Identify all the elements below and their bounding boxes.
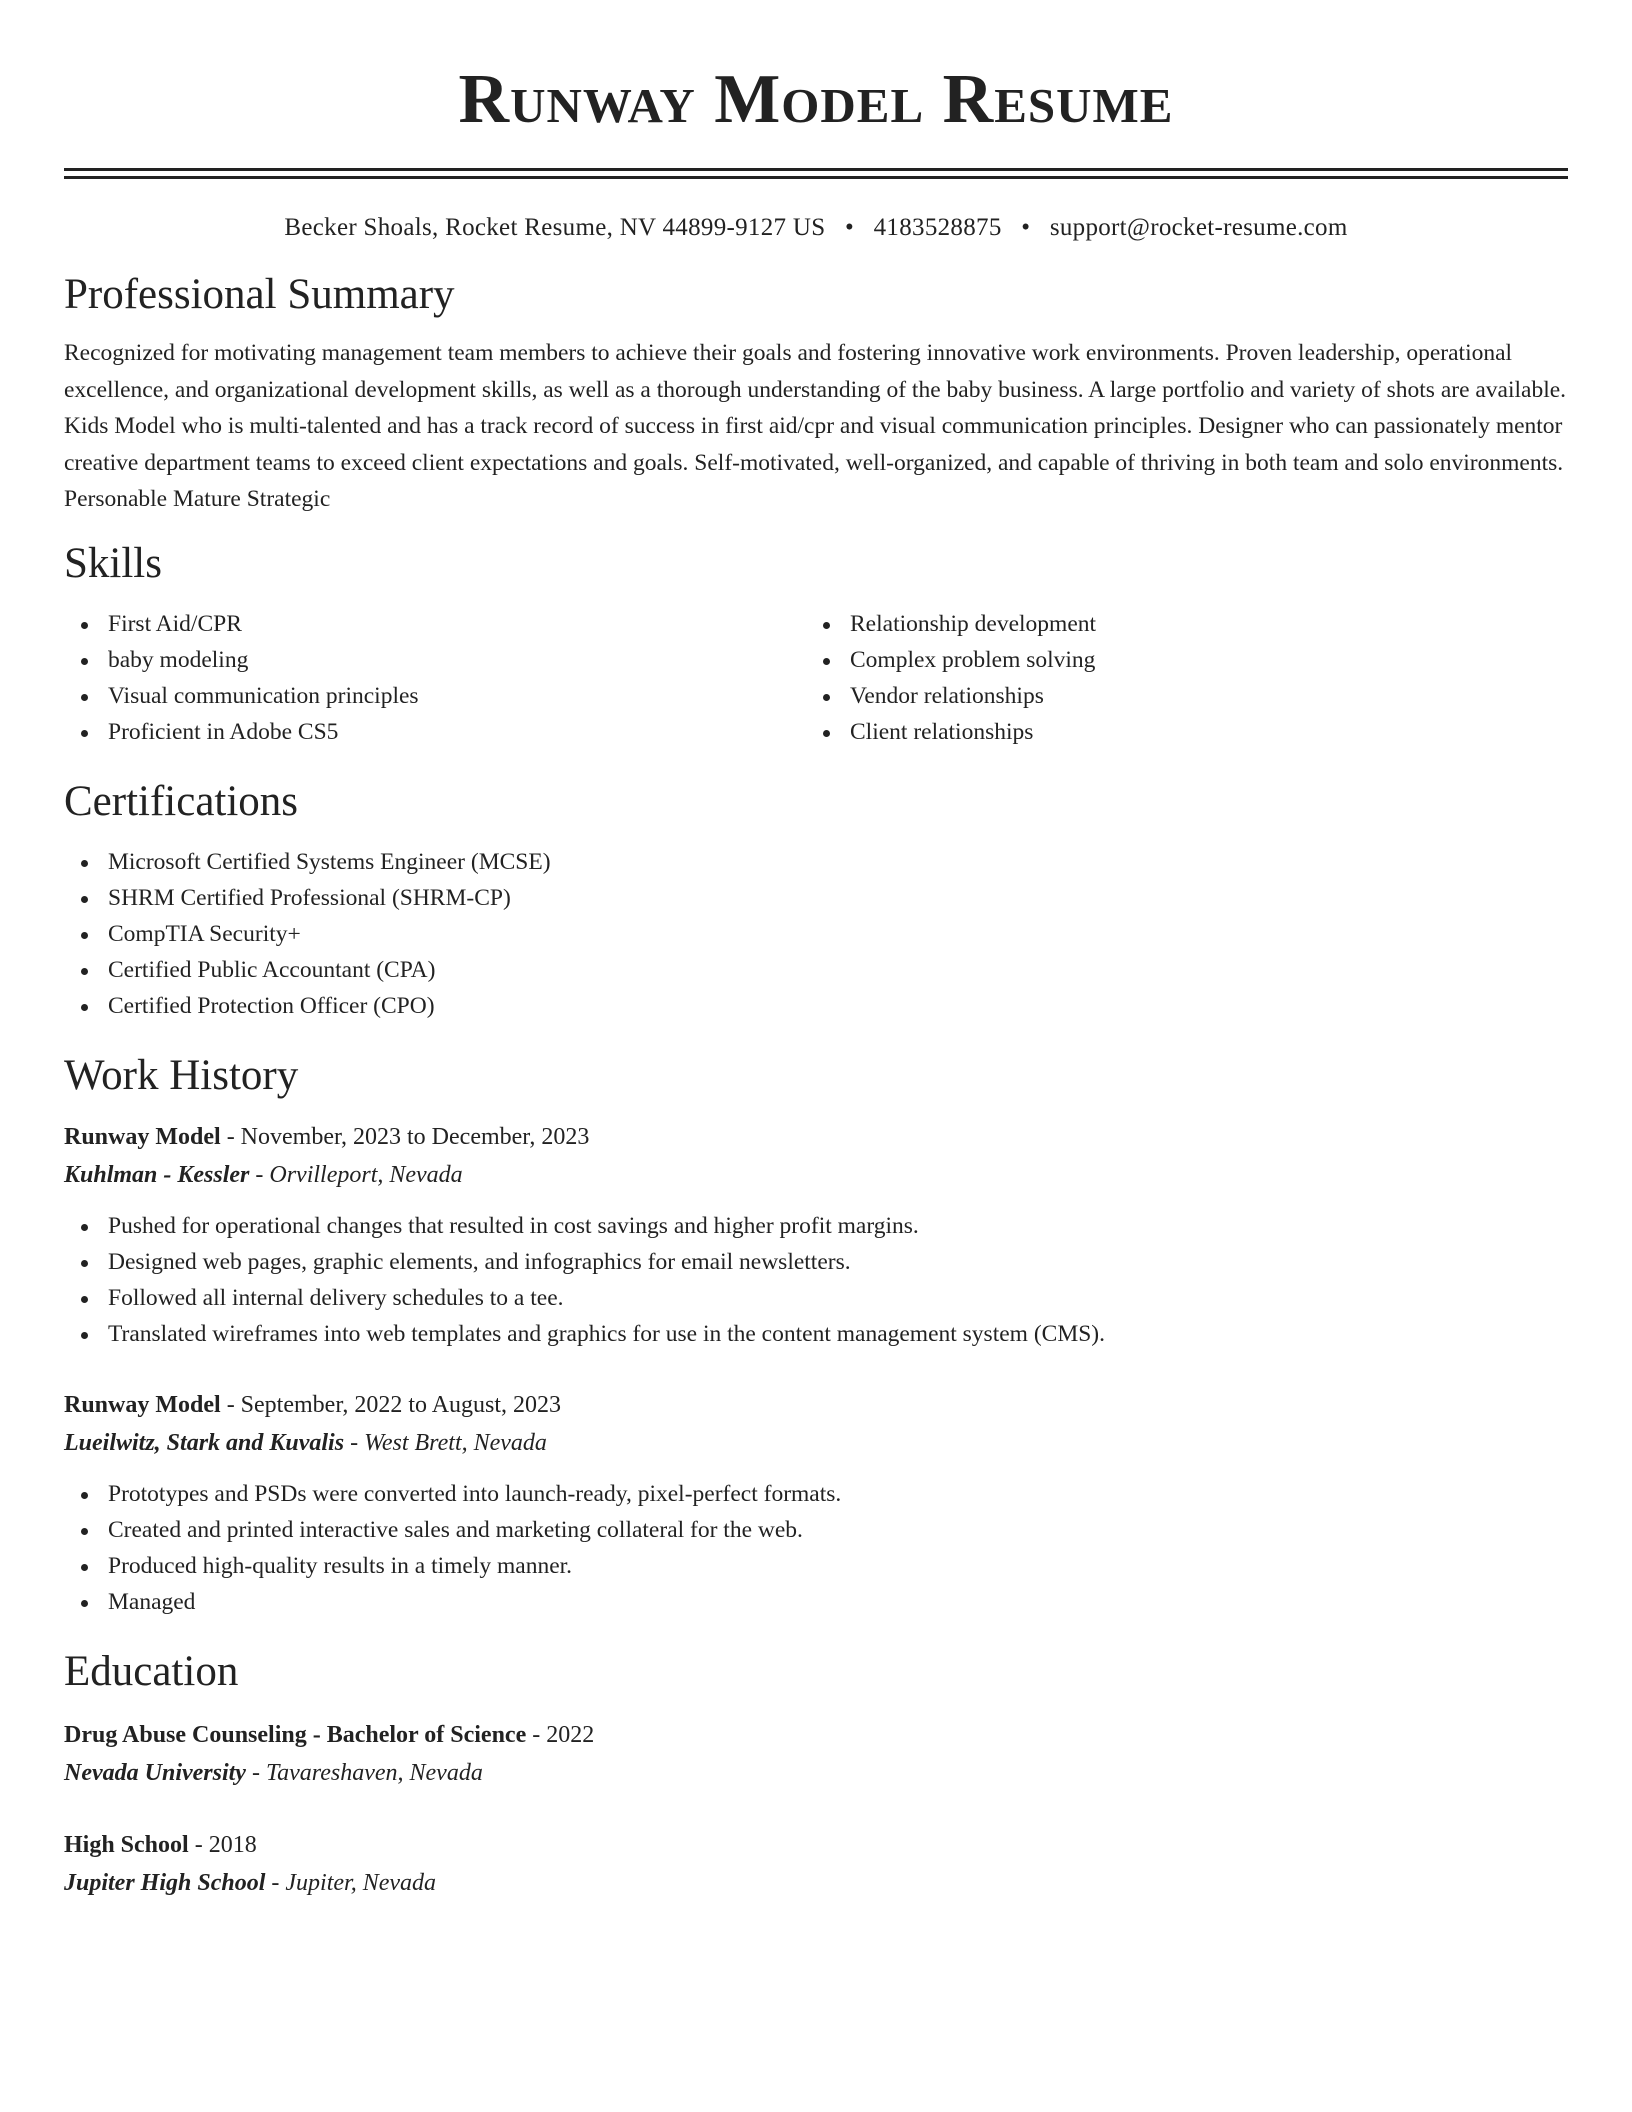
job-bullet: Prototypes and PSDs were converted into launch-ready, pixel-perfect formats. xyxy=(64,1476,1568,1512)
certification-item: Microsoft Certified Systems Engineer (MCSE) xyxy=(64,844,1568,880)
certification-item: Certified Public Accountant (CPA) xyxy=(64,952,1568,988)
education-location: - Tavareshaven, Nevada xyxy=(245,1759,483,1786)
summary-heading: Professional Summary xyxy=(64,271,455,318)
job-company-line xyxy=(64,1156,1568,1194)
education-school-line xyxy=(64,1754,1568,1792)
job-bullet: Pushed for operational changes that resulted in cost savings and higher profit margins. xyxy=(64,1208,1568,1244)
contact-separator: • xyxy=(845,214,855,241)
skill-item: Complex problem solving xyxy=(806,642,1548,678)
job-entry xyxy=(64,1386,1568,1620)
skill-item: Client relationships xyxy=(806,714,1548,750)
contact-email: support@rocket-resume.com xyxy=(1049,214,1348,241)
skills-list-right xyxy=(806,606,1548,750)
certifications-heading: Certifications xyxy=(64,777,299,825)
summary-text: Recognized for motivating management team members to achieve their goals and fostering innovative work environments. Proven leadership, operational excellence, and organizational development skills, as well as a thorough understanding of the baby business. A large portfolio and variety of shots are available. Kids Model who is multi-talented and has a track record of success in first aid/cpr and visual communication principles. Designer who can passionately mentor creative department teams to exceed client expectations and goals. Self-motivated, well-organized, and capable of thriving in both team and solo environments. Personable Mature Strategic xyxy=(64,340,1567,512)
certification-item: SHRM Certified Professional (SHRM-CP) xyxy=(64,880,1568,916)
job-bullets xyxy=(64,1208,1568,1352)
education-location: - Jupiter, Nevada xyxy=(265,1869,436,1896)
job-company: Kuhlman - Kessler xyxy=(64,1161,250,1188)
job-bullet: Followed all internal delivery schedules to a tee. xyxy=(64,1280,1568,1316)
contact-address: Becker Shoals, Rocket Resume, NV 44899-9127 US xyxy=(284,214,826,241)
education-school-line xyxy=(64,1864,1568,1902)
job-bullet: Created and printed interactive sales and marketing collateral for the web. xyxy=(64,1512,1568,1548)
education-school: Nevada University xyxy=(64,1759,246,1786)
work-history-heading: Work History xyxy=(64,1051,299,1099)
skills-list-left xyxy=(64,606,806,750)
job-dates: - November, 2023 to December, 2023 xyxy=(220,1123,590,1150)
contact-separator: • xyxy=(1021,214,1031,241)
skill-item: baby modeling xyxy=(64,642,806,678)
title-double-rule xyxy=(64,168,1568,179)
skill-item: Proficient in Adobe CS5 xyxy=(64,714,806,750)
job-company-line xyxy=(64,1424,1568,1462)
skills-heading: Skills xyxy=(64,539,162,587)
job-bullet: Designed web pages, graphic elements, and infographics for email newsletters. xyxy=(64,1244,1568,1280)
job-entry xyxy=(64,1118,1568,1352)
job-bullet: Managed xyxy=(64,1584,1568,1620)
skills-grid xyxy=(64,606,1568,750)
skill-item: Visual communication principles xyxy=(64,678,806,714)
job-title-line xyxy=(64,1386,1568,1424)
education-degree: High School xyxy=(64,1831,189,1858)
education-degree: Drug Abuse Counseling - Bachelor of Science xyxy=(64,1721,527,1748)
certifications-list xyxy=(64,844,1568,1024)
contact-phone: 4183528875 xyxy=(873,214,1002,241)
job-title-line xyxy=(64,1118,1568,1156)
job-bullets xyxy=(64,1476,1568,1620)
job-company: Lueilwitz, Stark and Kuvalis xyxy=(64,1429,345,1456)
job-bullet: Translated wireframes into web templates and graphics for use in the content management system (CMS). xyxy=(64,1316,1568,1352)
job-location: - Orvilleport, Nevada xyxy=(249,1161,463,1188)
certification-item: CompTIA Security+ xyxy=(64,916,1568,952)
contact-line xyxy=(64,211,1568,245)
job-role: Runway Model xyxy=(64,1391,221,1418)
education-entry xyxy=(64,1826,1568,1902)
job-location: - West Brett, Nevada xyxy=(344,1429,547,1456)
education-year: - 2018 xyxy=(188,1831,257,1858)
education-heading: Education xyxy=(64,1647,239,1695)
education-entry xyxy=(64,1716,1568,1792)
skill-item: Relationship development xyxy=(806,606,1548,642)
job-bullet: Produced high-quality results in a timely manner. xyxy=(64,1548,1568,1584)
education-degree-line xyxy=(64,1716,1568,1754)
education-degree-line xyxy=(64,1826,1568,1864)
certification-item: Certified Protection Officer (CPO) xyxy=(64,988,1568,1024)
skill-item: First Aid/CPR xyxy=(64,606,806,642)
skill-item: Vendor relationships xyxy=(806,678,1548,714)
job-dates: - September, 2022 to August, 2023 xyxy=(220,1391,562,1418)
education-year: - 2022 xyxy=(526,1721,595,1748)
resume-title: Runway Model Resume xyxy=(458,61,1174,138)
job-role: Runway Model xyxy=(64,1123,221,1150)
education-school: Jupiter High School xyxy=(64,1869,266,1896)
